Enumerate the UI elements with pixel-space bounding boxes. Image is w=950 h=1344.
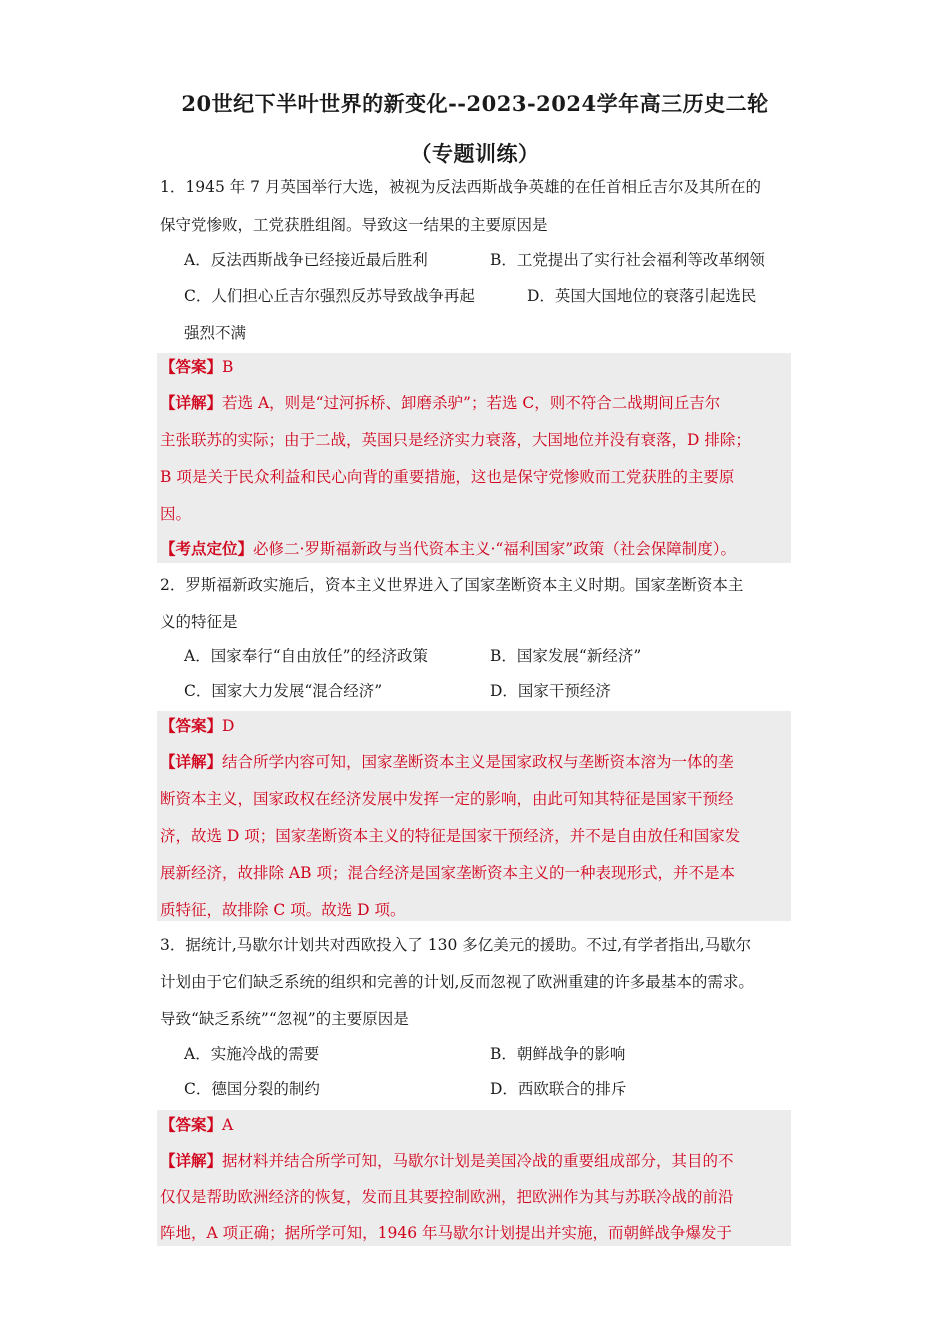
q1-option-b: B．工党提出了实行社会福利等改革纲领 <box>490 251 765 269</box>
q2-detail-text: 结合所学内容可知，国家垄断资本主义是国家政权与垄断资本溶为一体的垄 <box>222 753 734 771</box>
q2-detail <box>160 751 800 773</box>
q1-answer-value: B <box>222 358 234 376</box>
q3-option-b: B．朝鲜战争的影响 <box>490 1045 626 1063</box>
q1-option-d-cont: 强烈不满 <box>184 324 247 342</box>
q3-option-d: D．西欧联合的排斥 <box>490 1080 627 1098</box>
q2-option-a: A．国家奉行“自由放任”的经济政策 <box>184 647 429 665</box>
q1-answer-box <box>157 353 791 563</box>
q3-stem: 3．据统计,马歇尔计划共对西欧投入了 130 多亿美元的援助。不过,有学者指出,马歇尔 <box>160 936 752 954</box>
q2-option-b: B．国家发展“新经济” <box>490 647 642 665</box>
q3-stem-cont: 导致“缺乏系统”“忽视”的主要原因是 <box>160 1010 409 1028</box>
q2-detail-line: 质特征，故排除 C 项。故选 D 项。 <box>160 901 406 919</box>
q1-point-tag: 【考点定位】 <box>160 539 254 558</box>
q3-stem-cont: 计划由于它们缺乏系统的组织和完善的计划,反而忽视了欧洲重建的许多最基本的需求。 <box>160 973 754 991</box>
q3-answer <box>160 1114 800 1136</box>
q1-detail <box>160 392 800 414</box>
q2-answer-tag: 【答案】 <box>160 716 223 735</box>
q3-detail-text: 据材料并结合所学可知，马歇尔计划是美国冷战的重要组成部分，其目的不 <box>222 1152 734 1170</box>
q1-detail-line: 主张联苏的实际；由于二战，英国只是经济实力衰落，大国地位并没有衰落，D 排除； <box>160 431 751 449</box>
q1-detail-line: 因。 <box>160 505 192 523</box>
q2-option-d: D．国家干预经济 <box>490 682 611 700</box>
q3-detail-tag: 【详解】 <box>160 1151 223 1170</box>
q1-point-text: 必修二·罗斯福新政与当代资本主义·“福利国家”政策（社会保障制度）。 <box>253 540 736 558</box>
q1-answer <box>160 356 800 378</box>
page-title: 20世纪下半叶世界的新变化--2023-2024学年高三历史二轮 <box>181 91 769 116</box>
q3-detail-line: 仅仅是帮助欧洲经济的恢复，发而且其要控制欧洲，把欧洲作为其与苏联冷战的前沿 <box>160 1188 734 1206</box>
q2-stem-cont: 义的特征是 <box>160 613 238 631</box>
q1-option-d: D．英国大国地位的衰落引起选民 <box>527 287 757 305</box>
q2-answer-value: D <box>222 717 235 735</box>
q1-detail-line: B 项是关于民众利益和民心向背的重要措施，这也是保守党惨败而工党获胜的主要原 <box>160 468 735 486</box>
q1-detail-text: 若选 A，则是“过河拆桥、卸磨杀驴”；若选 C，则不符合二战期间丘吉尔 <box>222 394 721 412</box>
page-subtitle: （专题训练） <box>410 141 540 166</box>
q1-exam-point <box>160 538 800 560</box>
q3-detail-line: 阵地，A 项正确；据所学可知，1946 年马歇尔计划提出并实施，而朝鲜战争爆发于 <box>160 1224 732 1242</box>
q1-stem: 1．1945 年 7 月英国举行大选，被视为反法西斯战争英雄的在任首相丘吉尔及其所在的 <box>160 178 761 196</box>
q3-option-c: C．德国分裂的制约 <box>184 1080 320 1098</box>
q2-detail-line: 展新经济，故排除 AB 项；混合经济是国家垄断资本主义的一种表现形式，并不是本 <box>160 864 735 882</box>
q1-stem-cont: 保守党惨败，工党获胜组阁。导致这一结果的主要原因是 <box>160 216 548 234</box>
q3-detail <box>160 1150 800 1172</box>
q3-option-a: A．实施冷战的需要 <box>184 1045 320 1063</box>
q2-detail-tag: 【详解】 <box>160 752 223 771</box>
q2-option-c: C．国家大力发展“混合经济” <box>184 682 383 700</box>
q1-answer-tag: 【答案】 <box>160 357 223 376</box>
q2-answer <box>160 715 800 737</box>
q3-answer-tag: 【答案】 <box>160 1115 223 1134</box>
q1-option-a: A．反法西斯战争已经接近最后胜利 <box>184 251 428 269</box>
q2-detail-line: 断资本主义，国家政权在经济发展中发挥一定的影响，由此可知其特征是国家干预经 <box>160 790 734 808</box>
q1-option-c: C．人们担心丘吉尔强烈反苏导致战争再起 <box>184 287 475 305</box>
q1-detail-tag: 【详解】 <box>160 393 223 412</box>
q2-stem: 2．罗斯福新政实施后，资本主义世界进入了国家垄断资本主义时期。国家垄断资本主 <box>160 576 744 594</box>
q3-answer-value: A <box>222 1116 234 1134</box>
q2-detail-line: 济，故选 D 项；国家垄断资本主义的特征是国家干预经济，并不是自由放任和国家发 <box>160 827 741 845</box>
q2-answer-box <box>157 711 791 921</box>
